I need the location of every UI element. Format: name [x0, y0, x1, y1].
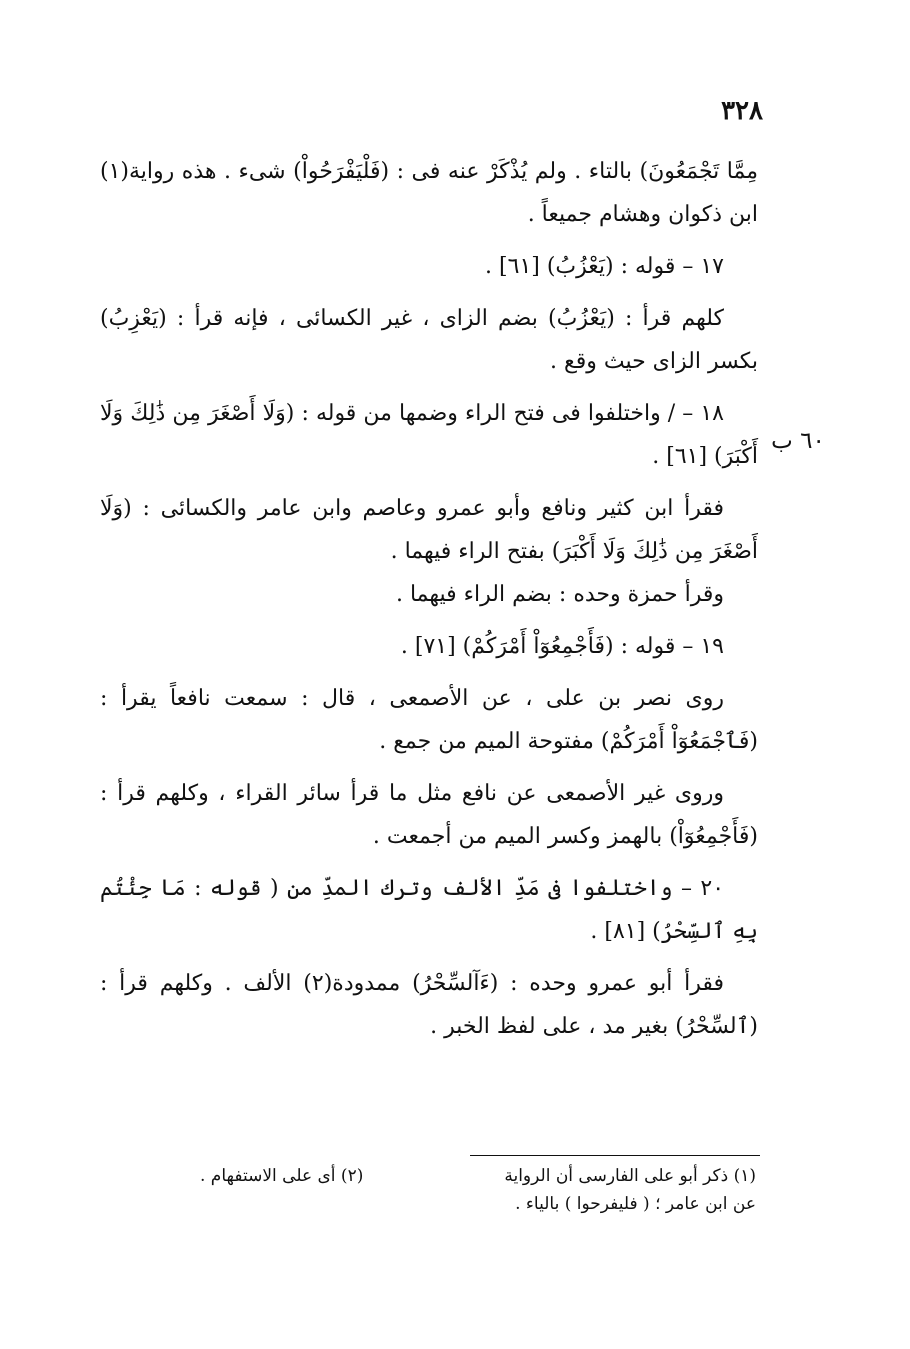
paragraph-7: ١٩ – قوله : (فَأَجْمِعُوٓاْ أَمْرَكُمْ) [٧١] . [400, 634, 724, 659]
footnote-1-line-2: عن ابن عامر ؛ ( فليفرحوا ) بالياء . [515, 1194, 756, 1214]
paragraph-9: وروى غير الأصمعى عن نافع مثل ما قرأ سائر القراء ، وكلهم قرأ : (فَأَجْمِعُوٓاْ) بالهمز وكسر الميم من أجمعت . [100, 781, 758, 849]
paragraph-10: ٢٠ – واختلفوا فى مَدِّ الألف وترك المدِّ من ( قوله : مَا جِئْتُم بِهِ ٱلسِّحْرُ) [٨١] . [100, 876, 758, 944]
paragraph-6: وقرأ حمزة وحده : بضم الراء فيهما . [395, 582, 724, 607]
page-number: ٣٢٨ [721, 96, 763, 126]
footnote-divider [470, 1155, 760, 1156]
footnotes [200, 1162, 756, 1218]
paragraph-11: فقرأ أبو عمرو وحده : (ءَآلسِّحْرُ) ممدودة(٢) الألف . وكلهم قرأ : (ٱلسِّحْرُ) بغير مد ، على لفظ الخبر . [100, 971, 758, 1039]
paragraph-4: ١٨ – / واختلفوا فى فتح الراء وضمها من قوله : (وَلَا أَصْغَرَ مِن ذَٰلِكَ وَلَا أَكْبَرَ) [٦١] . [100, 401, 758, 469]
paragraph-5: فقرأ ابن كثير ونافع وأبو عمرو وعاصم وابن عامر والكسائى : (وَلَا أَصْغَرَ مِن ذَٰلِكَ وَلَا أَكْبَرَ) بفتح الراء فيهما . [100, 496, 758, 564]
main-text [100, 150, 758, 1048]
margin-note: ٦٠ ب [771, 428, 825, 454]
footnote-1-line-1: (١) ذكر أبو على الفارسى أن الرواية [504, 1166, 756, 1186]
paragraph-2: ١٧ – قوله : (يَعْزُبُ) [٦١] . [485, 254, 724, 279]
paragraph-1: مِمَّا تَجْمَعُونَ) بالتاء . ولم يُذْكَرْ عنه فى : (فَلْيَفْرَحُواْ) شىء . هذه رواية(١) ابن ذكوان وهشام جميعاً . [100, 159, 758, 227]
paragraph-3: كلهم قرأ : (يَعْزُبُ) بضم الزاى ، غير الكسائى ، فإنه قرأ : (يَعْزِبُ) بكسر الزاى حيث وقع . [100, 306, 758, 374]
footnote-2: (٢) أى على الاستفهام . [200, 1166, 364, 1186]
paragraph-8: روى نصر بن على ، عن الأصمعى ، قال : سمعت نافعاً يقرأ : (فَٱجْمَعُوٓاْ أَمْرَكُمْ) مفتوحة الميم من جمع . [100, 686, 758, 754]
